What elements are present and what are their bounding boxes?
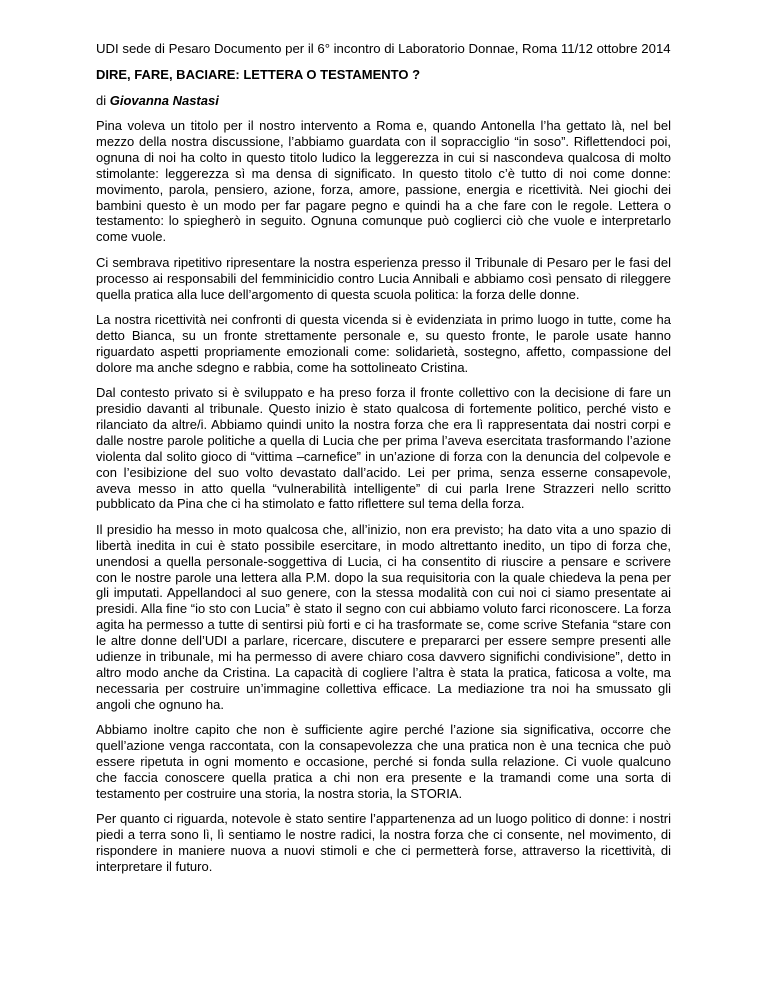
paragraph-5: Il presidio ha messo in moto qualcosa che, all’inizio, non era previsto; ha dato vita a uno spazio di libertà inedita in cui è stato possibile esercitare, in modo altrettanto inedito, un tipo di forza che, unendosi a quella personale-soggettiva di Lucia, ci ha consentito di riuscire a pensare e scrivere con le nostre parole una lettera alla P.M. dopo la sua requisitoria con la quale chiedeva la pena per gli imputati. Appellandoci al suo genere, con la stessa modalità con cui noi ci siamo presentate ai presidi. Alla fine “io sto con Lucia” è stato il segno con cui abbiamo voluto farci riconoscere. La forza agita ha permesso a tutte di sentirsi più forti e ci ha trasformate se, come scrive Stefania “stare con le altre donne dell’UDI a parlare, ricercare, discutere e prepararci per essere sempre presenti alle udienze in tribunale, mi ha permesso di avere chiaro cosa davvero significhi condivisione”, detto in altro modo anche da Cristina. La capacità di cogliere l’altra è stata la pratica, faticosa a volte, ma necessaria per costruire un’immagine collettiva efficace. La mediazione tra noi ha smussato gli angoli che ognuno ha. <box>96 521 671 712</box>
author-name: Giovanna Nastasi <box>109 93 219 108</box>
paragraph-6: Abbiamo inoltre capito che non è sufficiente agire perché l’azione sia significativa, occorre che quell’azione venga raccontata, con la consapevolezza che una pratica non è una tecnica che può essere ripetuta in ogni momento e occasione, perché si fonda sulla relazione. Ci vuole qualcuno che faccia conoscere quella pratica a chi non era presente e la tramandi come una sorta di testamento per costruire una storia, la nostra storia, la STORIA. <box>96 722 671 801</box>
document-header: UDI sede di Pesaro Documento per il 6° incontro di Laboratorio Donnae, Roma 11/12 ottobre 2014 <box>96 41 671 56</box>
paragraph-4: Dal contesto privato si è sviluppato e ha preso forza il fronte collettivo con la decisione di fare un presidio davanti al tribunale. Questo inizio è stato qualcosa di fortemente politico, perché visto e rilanciato da altre/i. Abbiamo quindi unito la nostra forza che era lì rappresentata dai nostri corpi e dalle nostre parole politiche a quella di Lucia che per prima l’aveva esercitata trasformando l’azione violenta dal solito gioco di “vittima –carnefice” in un’azione di forza con la denuncia del colpevole e con l’esibizione del suo volto devastato dall’acido. Lei per prima, senza esserne consapevole, aveva messo in atto quella “vulnerabilità intelligente” di cui parla Irene Strazzeri nello scritto pubblicato da Pina che ci ha stimolato e fatto riflettere sul tema della forza. <box>96 385 671 512</box>
byline-prefix: di <box>96 93 110 108</box>
paragraph-3: La nostra ricettività nei confronti di questa vicenda si è evidenziata in primo luogo in tutte, come ha detto Bianca, su un fronte strettamente personale e, su questo fronte, le parole usate hanno riguardato aspetti propriamente emozionali come: solidarietà, sostegno, affetto, compassione del dolore ma anche sdegno e rabbia, come ha sottolineato Cristina. <box>96 311 671 375</box>
document-title: DIRE, FARE, BACIARE: LETTERA O TESTAMENTO ? <box>96 67 421 82</box>
paragraph-2: Ci sembrava ripetitivo ripresentare la nostra esperienza presso il Tribunale di Pesaro per le fasi del processo ai responsabili del femminicidio contro Lucia Annibali e abbiamo così pensato di rileggere quella pratica alla luce dell’argomento di questa scuola politica: la forza delle donne. <box>96 254 671 302</box>
document-page <box>96 40 671 884</box>
byline <box>96 92 671 109</box>
paragraph-1: Pina voleva un titolo per il nostro intervento a Roma e, quando Antonella l’ha gettato là, nel bel mezzo della nostra discussione, l’abbiamo guardata con il sopracciglio “in soso”. Riflettendoci poi, ognuna di noi ha colto in questo titolo ludico la leggerezza in cui si nascondeva qualcosa di molto stimolante: leggerezza sì ma densa di significato. In questo titolo c’è tutto di noi come donne: movimento, parola, pensiero, azione, forza, amore, passione, energia e ricettività. Nei giochi dei bambini questo è un modo per far pagare pegno e quindi ha a che fare con le regole. Lettera o testamento: lo spiegherò in seguito. Ognuna comunque può coglierci ciò che vuole e interpretarlo come vuole. <box>96 118 671 245</box>
paragraph-7: Per quanto ci riguarda, notevole è stato sentire l’appartenenza ad un luogo politico di donne: i nostri piedi a terra sono lì, lì sentiamo le nostre radici, la nostra forza che ci consente, nel movimento, di rispondere in maniere nuova a nuovi stimoli e che ci permetterà forse, attraverso la ricettività, di interpretare il futuro. <box>96 811 671 874</box>
